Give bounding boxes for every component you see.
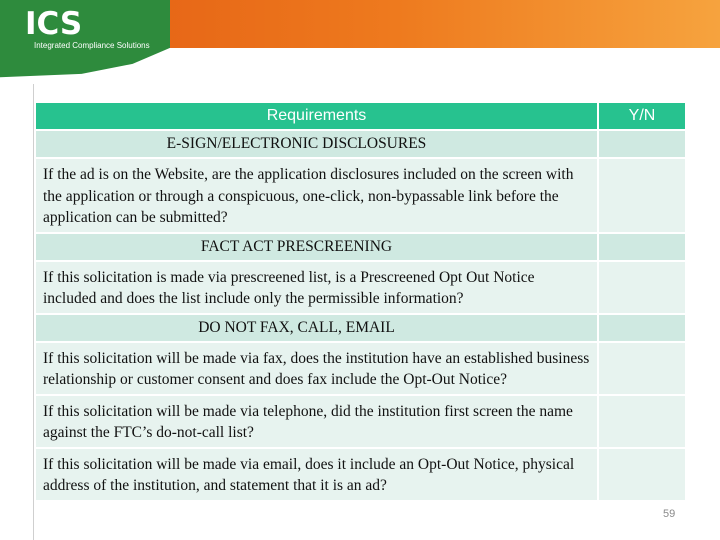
table-row [36, 449, 685, 502]
table-row [36, 262, 685, 315]
section-row [36, 315, 685, 343]
question-text: If this solicitation is made via prescreened list, is a Prescreened Opt Out Notice included and does the list include only the permissible information? [36, 262, 599, 315]
answer-cell[interactable] [599, 131, 685, 159]
question-text: If this solicitation will be made via fax, does the institution have an established business relationship or customer consent and does fax include the Opt-Out Notice? [36, 343, 599, 396]
section-title: FACT ACT PRESCREENING [36, 234, 599, 262]
section-row [36, 131, 685, 159]
table-row [36, 343, 685, 396]
question-text: If this solicitation will be made via email, does it include an Opt-Out Notice, physical address of the institution, and statement that it is an ad? [36, 449, 599, 502]
left-divider-line [33, 84, 34, 540]
company-logo [25, 8, 150, 50]
section-title: E-SIGN/ELECTRONIC DISCLOSURES [36, 131, 599, 159]
column-header-yn: Y/N [599, 103, 685, 131]
answer-cell[interactable] [599, 449, 685, 502]
answer-cell[interactable] [599, 234, 685, 262]
column-header-requirements: Requirements [36, 103, 599, 131]
question-text: If this solicitation will be made via telephone, did the institution first screen the name against the FTC’s do-not-call list? [36, 396, 599, 449]
header-band [0, 0, 720, 84]
answer-cell[interactable] [599, 159, 685, 234]
section-row [36, 234, 685, 262]
answer-cell[interactable] [599, 315, 685, 343]
section-title: DO NOT FAX, CALL, EMAIL [36, 315, 599, 343]
question-text: If the ad is on the Website, are the application disclosures included on the screen with the application or through a conspicuous, one-click, non-bypassable link before the application can be submitted? [36, 159, 599, 234]
table-row [36, 159, 685, 234]
logo-text: ICS [25, 6, 83, 42]
page-number: 59 [663, 508, 676, 520]
answer-cell[interactable] [599, 343, 685, 396]
requirements-table [36, 103, 685, 502]
answer-cell[interactable] [599, 396, 685, 449]
logo-subtitle: Integrated Compliance Solutions [34, 41, 150, 50]
answer-cell[interactable] [599, 262, 685, 315]
table-header-row [36, 103, 685, 131]
table-row [36, 396, 685, 449]
